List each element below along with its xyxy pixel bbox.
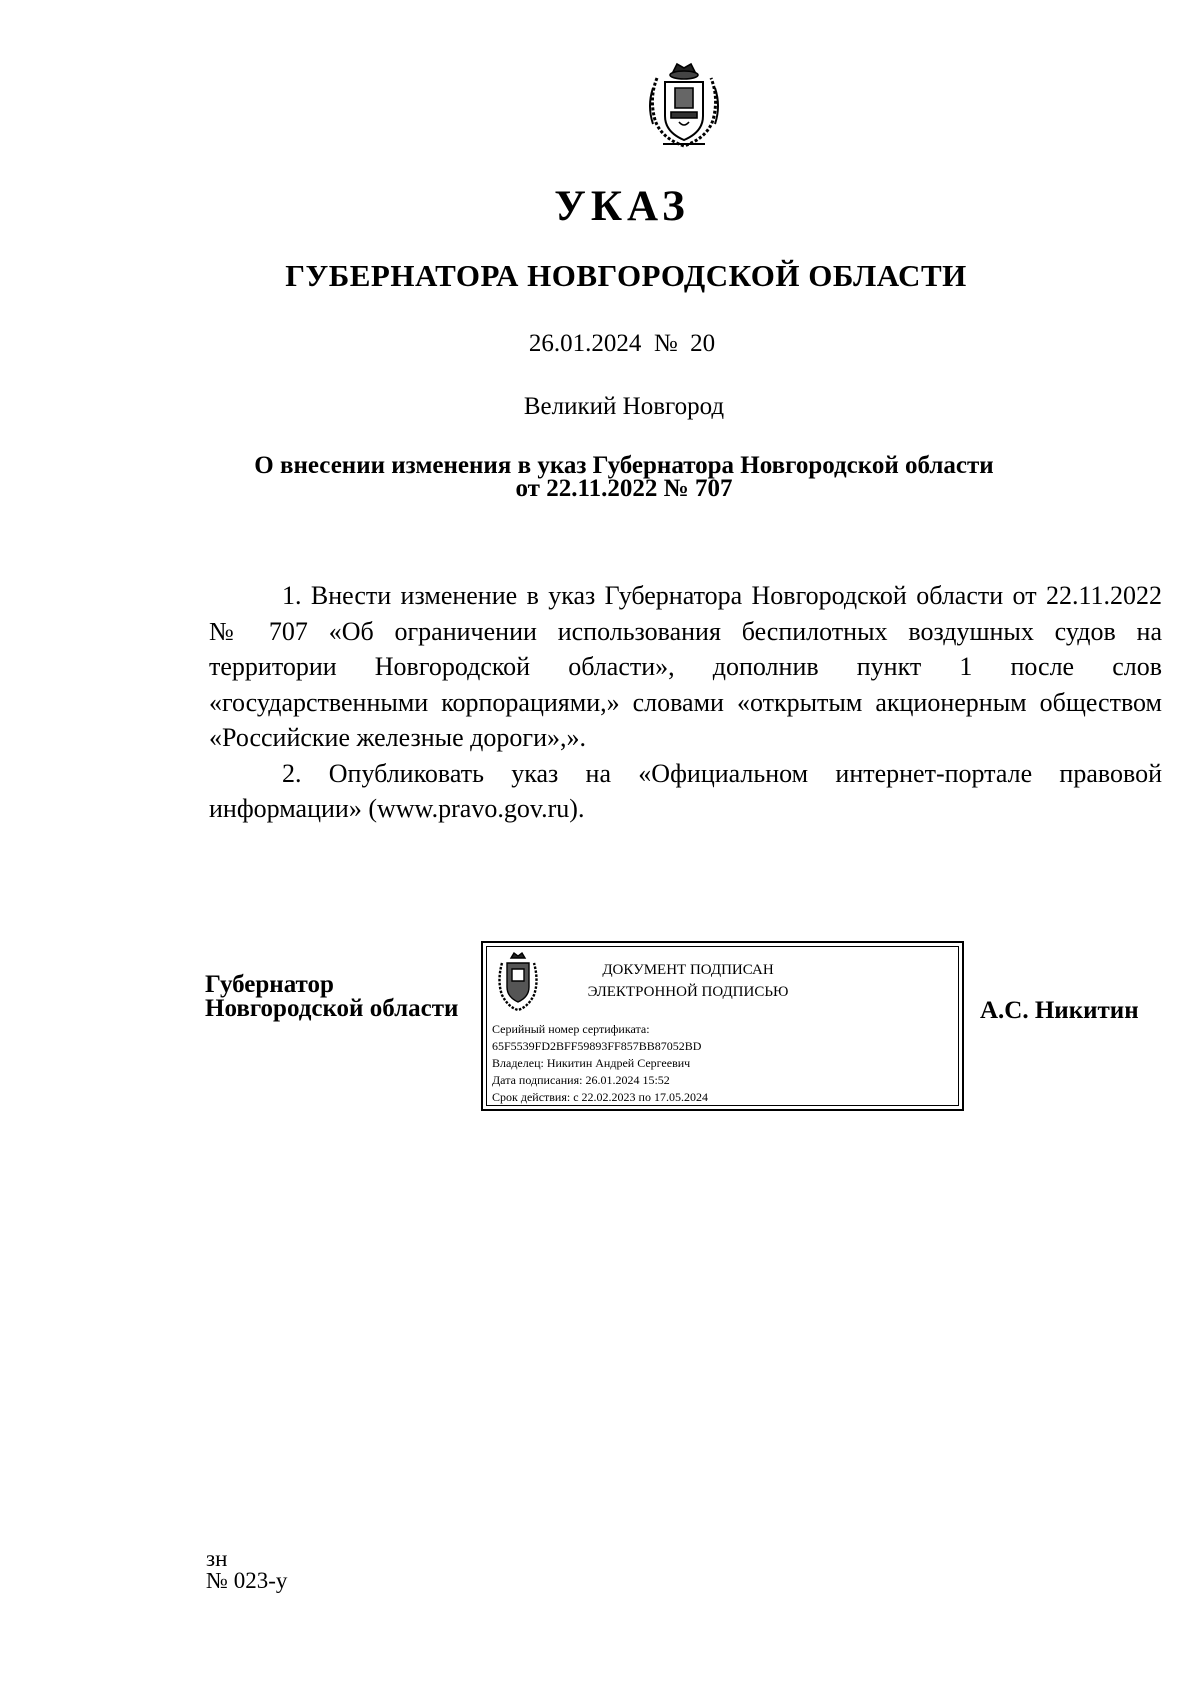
body-paragraph-2: 2. Опубликовать указ на «Официальном интернет-портале правовой информации» (www.pravo.gov.ru).	[209, 758, 1162, 823]
heading-line-2: от 22.11.2022 № 707	[515, 475, 733, 502]
stamp-serial-label: Серийный номер сертификата:	[492, 1022, 650, 1036]
heading-line-1: О внесении изменения в указ Губернатора Новгородской области	[254, 452, 994, 479]
document-date: 26.01.2024	[528, 330, 642, 357]
date-line	[22, 330, 1200, 358]
stamp-validity: Срок действия: с 22.02.2023 по 17.05.2024	[492, 1090, 708, 1104]
stamp-owner: Владелец: Никитин Андрей Сергеевич	[492, 1056, 691, 1070]
stamp-heading-line-2: ЭЛЕКТРОННОЙ ПОДПИСЬЮ	[587, 984, 789, 1000]
signatory-position-line-2: Новгородской области	[205, 995, 459, 1022]
stamp-heading-line-1: ДОКУМЕНТ ПОДПИСАН	[602, 962, 774, 978]
stamp-certificate-info	[492, 1021, 708, 1106]
document-number: 20	[690, 330, 716, 357]
signatory-position	[205, 973, 458, 1021]
document-title: УКАЗ	[554, 183, 690, 230]
document-subtitle: ГУБЕРНАТОРА НОВГОРОДСКОЙ ОБЛАСТИ	[285, 258, 967, 293]
number-sign: №	[653, 330, 678, 357]
body-paragraph-1: 1. Внести изменение в указ Губернатора Новгородской области от 22.11.2022 № 707 «Об ограничении использования беспилотных воздушных судов на территории Новгородской области», дополнив пункт 1 после слов «государственными корпорациями,» словами «открытым акционерным обществом «Российские железные дороги»,».	[209, 581, 1162, 752]
stamp-heading	[543, 959, 833, 1003]
stamp-serial: 65F5539FD2BFF59893FF857BB87052BD	[492, 1039, 702, 1053]
footer-initials: зн	[206, 1546, 228, 1571]
signatory-name: А.С. Никитин	[980, 997, 1139, 1024]
document-heading	[24, 454, 1200, 500]
coat-of-arms-icon	[643, 58, 725, 152]
signatory-position-line-1: Губернатор	[205, 971, 334, 998]
document-body	[209, 578, 1162, 827]
electronic-signature-stamp	[481, 941, 964, 1111]
document-place: Великий Новгород	[523, 393, 725, 420]
stamp-signed-date: Дата подписания: 26.01.2024 15:52	[492, 1073, 670, 1087]
footer-registration	[206, 1548, 287, 1592]
footer-reg-number: № 023-у	[206, 1568, 288, 1593]
stamp-coat-of-arms-icon	[496, 951, 540, 1013]
